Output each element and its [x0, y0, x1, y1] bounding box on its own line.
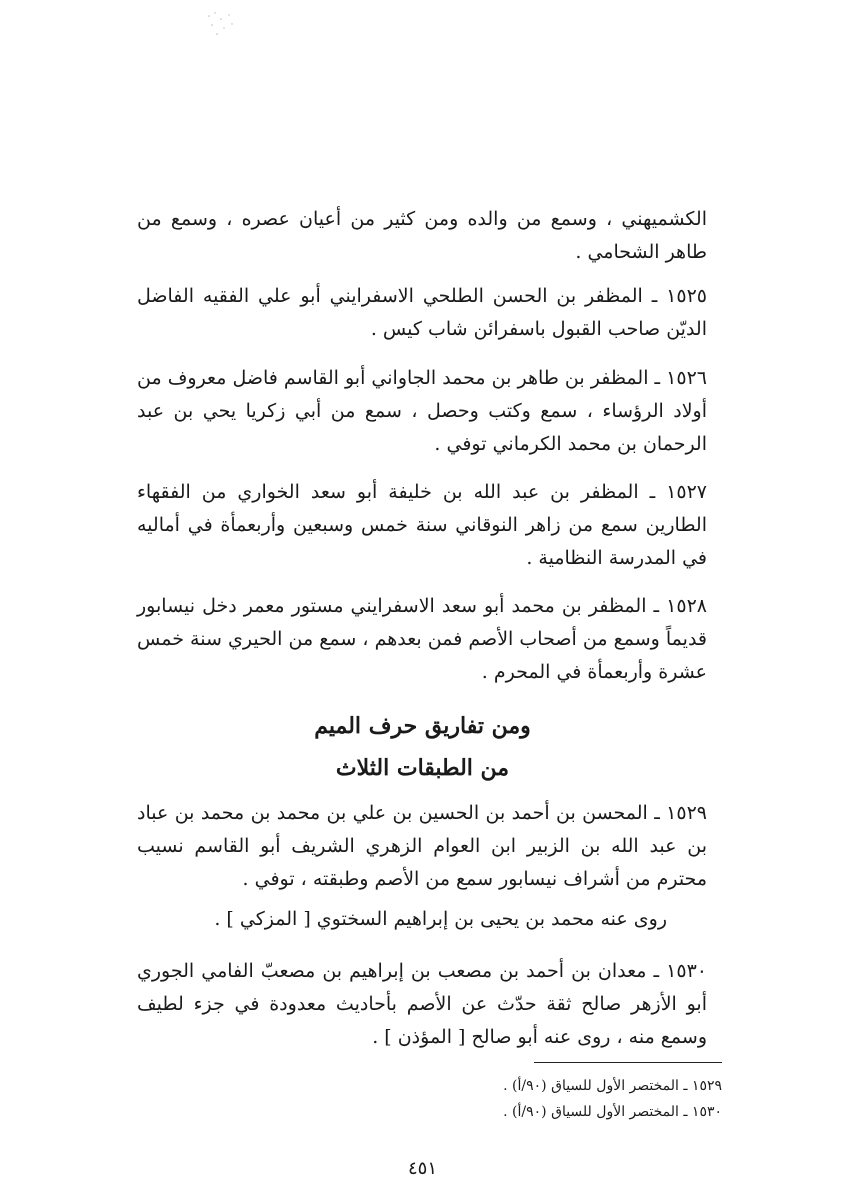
footnote-divider	[534, 1062, 722, 1063]
footnote-1529: ١٥٢٩ ـ المختصر الأول للسياق (٩٠/أ) .	[503, 1078, 722, 1094]
entry-1527: ١٥٢٧ ـ المظفر بن عبد الله بن خليفة أبو سعد الخواري من الفقهاء الطارين سمع من زاهر النوقاني سنة خمس وسبعين وأربعمأة في أماليه في المدرسة النظامية .	[137, 481, 707, 569]
entry-1529: ١٥٢٩ ـ المحسن بن أحمد بن الحسين بن علي بن محمد بن محمد بن عباد بن عبد الله بن الزبير ابن العوام الزهري الشريف أبو القاسم نسيب محترم من أشراف نيسابور سمع من الأصم وطبقته ، توفي .	[137, 802, 707, 890]
entry-1528: ١٥٢٨ ـ المظفر بن محمد أبو سعد الاسفرايني مستور معمر دخل نيسابور قديماً وسمع من أصحاب الأصم فمن بعدهم ، سمع من الحيري سنة خمس عشرة وأربعمأة في المحرم .	[137, 595, 707, 683]
page-number: ٤٥١	[407, 1158, 437, 1179]
section-heading-line-1: ومن تفاريق حرف الميم	[314, 713, 531, 739]
entry-1526: ١٥٢٦ ـ المظفر بن طاهر بن محمد الجاواني أبو القاسم فاضل معروف من أولاد الرؤساء ، سمع وكتب وحصل ، سمع من أبي زكريا يحي بن عبد الرحمان بن محمد الكرماني توفي .	[137, 367, 707, 455]
footnote-1530: ١٥٣٠ ـ المختصر الأول للسياق (٩٠/أ) .	[503, 1104, 722, 1120]
section-heading-line-2: من الطبقات الثلاث	[335, 755, 510, 781]
entry-1525: ١٥٢٥ ـ المظفر بن الحسن الطلحي الاسفرايني أبو علي الفقيه الفاضل الديّن صاحب القبول باسفرائن شاب كيس .	[137, 285, 707, 340]
paragraph-continuation: الكشميهني ، وسمع من والده ومن كثير من أعيان عصره ، وسمع من طاهر الشحامي .	[137, 208, 707, 263]
scan-speckle	[205, 10, 235, 40]
entry-1530: ١٥٣٠ ـ معدان بن أحمد بن مصعب بن إبراهيم بن مصعبّ الفامي الجوري أبو الأزهر صالح ثقة حدّث عن الأصم بأحاديث معدودة في جزء لطيف وسمع منه ، روى عنه أبو صالح [ المؤذن ] .	[137, 960, 707, 1048]
entry-1529-narrator: روى عنه محمد بن يحيى بن إبراهيم السختوي [ المزكي ] .	[214, 908, 667, 930]
